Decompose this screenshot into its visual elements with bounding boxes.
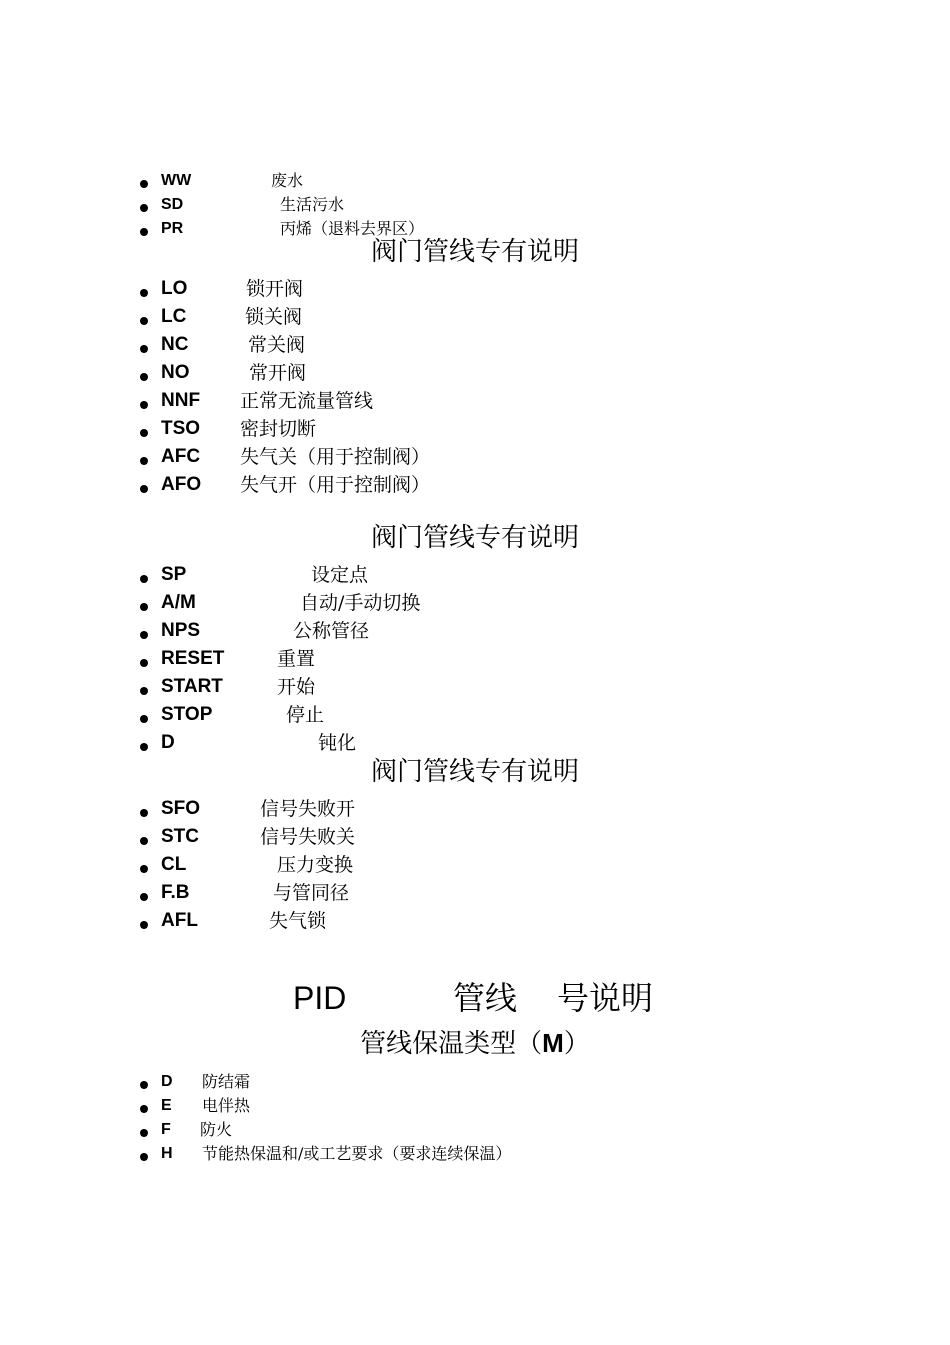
- item-desc: 生活污水: [280, 195, 345, 214]
- insulation-heading-text: 管线保温类型（: [360, 1029, 543, 1059]
- item-code: SP: [161, 564, 187, 585]
- insulation-heading-code: M: [542, 1028, 564, 1058]
- item-code: A/M: [161, 592, 196, 613]
- insulation-heading: [0, 1026, 950, 1061]
- item-code: TSO: [161, 418, 201, 439]
- bullet-icon: [140, 603, 148, 611]
- item-code: RESET: [161, 648, 225, 669]
- section-heading: 阀门管线专有说明: [370, 757, 579, 787]
- pid-title-part: 号说明: [557, 979, 654, 1017]
- pid-title-part: 管线: [453, 979, 518, 1017]
- bullet-icon: [140, 429, 148, 437]
- pid-title: [0, 978, 950, 1022]
- item-code: LO: [161, 278, 188, 299]
- item-desc: 常开阀: [249, 362, 307, 384]
- bullet-icon: [140, 865, 148, 873]
- bullet-icon: [140, 317, 148, 325]
- item-desc: 重置: [277, 648, 316, 670]
- item-code: AFC: [161, 446, 201, 467]
- item-desc: 公称管径: [293, 620, 370, 642]
- item-code: STOP: [161, 704, 213, 725]
- section-heading: 阀门管线专有说明: [370, 237, 579, 267]
- item-desc: 正常无流量管线: [240, 390, 374, 412]
- item-code: NC: [161, 334, 189, 355]
- item-desc: 自动/手动切换: [300, 592, 421, 614]
- item-desc: 丙烯（退料去界区）: [280, 219, 425, 238]
- item-desc: 信号失败开: [260, 798, 356, 820]
- bullet-icon: [140, 204, 148, 212]
- bullet-icon: [140, 457, 148, 465]
- item-desc: 设定点: [311, 564, 369, 586]
- bullet-icon: [140, 1153, 148, 1161]
- item-desc: 锁开阀: [246, 278, 304, 300]
- bullet-icon: [140, 575, 148, 583]
- item-code: NPS: [161, 620, 201, 641]
- item-code: AFL: [161, 910, 198, 931]
- bullet-icon: [140, 687, 148, 695]
- bullet-icon: [140, 631, 148, 639]
- item-code: NO: [161, 362, 190, 383]
- bullet-icon: [140, 743, 148, 751]
- item-desc: 失气开（用于控制阀）: [240, 474, 431, 496]
- bullet-icon: [140, 1105, 148, 1113]
- item-desc: 防结霜: [202, 1072, 251, 1091]
- item-desc: 防火: [200, 1120, 233, 1139]
- insulation-heading-end: ）: [563, 1029, 590, 1059]
- section-heading: 阀门管线专有说明: [370, 523, 579, 553]
- item-desc: 常关阀: [248, 334, 306, 356]
- bullet-icon: [140, 893, 148, 901]
- item-code: WW: [161, 172, 192, 189]
- bullet-icon: [140, 809, 148, 817]
- bullet-icon: [140, 401, 148, 409]
- item-desc: 电伴热: [202, 1096, 251, 1115]
- pid-title-part: PID: [293, 980, 347, 1016]
- bullet-icon: [140, 345, 148, 353]
- bullet-icon: [140, 180, 148, 188]
- item-code: NNF: [161, 390, 201, 411]
- item-code: F: [161, 1121, 171, 1138]
- item-code: SD: [161, 196, 184, 213]
- item-desc: 节能热保温和/或工艺要求（要求连续保温）: [202, 1144, 512, 1163]
- bullet-icon: [140, 921, 148, 929]
- item-desc: 信号失败关: [260, 826, 356, 848]
- item-code: F.B: [161, 882, 190, 903]
- bullet-icon: [140, 228, 148, 236]
- bullet-icon: [140, 485, 148, 493]
- item-desc: 压力变换: [277, 854, 354, 876]
- item-code: D: [161, 732, 175, 753]
- item-desc: 钝化: [318, 732, 357, 754]
- bullet-icon: [140, 715, 148, 723]
- item-code: AFO: [161, 474, 202, 495]
- item-code: D: [161, 1073, 173, 1090]
- item-desc: 废水: [271, 171, 304, 190]
- item-code: STC: [161, 826, 199, 847]
- item-desc: 与管同径: [273, 882, 350, 904]
- item-code: START: [161, 676, 223, 697]
- bullet-icon: [140, 373, 148, 381]
- item-code: H: [161, 1145, 173, 1162]
- item-code: LC: [161, 306, 187, 327]
- item-desc: 失气锁: [269, 910, 327, 932]
- bullet-icon: [140, 837, 148, 845]
- bullet-icon: [140, 289, 148, 297]
- item-desc: 锁关阀: [245, 306, 303, 328]
- item-desc: 停止: [286, 704, 325, 726]
- item-desc: 开始: [277, 676, 316, 698]
- item-code: PR: [161, 220, 184, 237]
- bullet-icon: [140, 1129, 148, 1137]
- bullet-icon: [140, 659, 148, 667]
- item-code: E: [161, 1097, 172, 1114]
- item-desc: 失气关（用于控制阀）: [240, 446, 431, 468]
- item-desc: 密封切断: [240, 418, 317, 440]
- item-code: SFO: [161, 798, 201, 819]
- item-code: CL: [161, 854, 187, 875]
- bullet-icon: [140, 1081, 148, 1089]
